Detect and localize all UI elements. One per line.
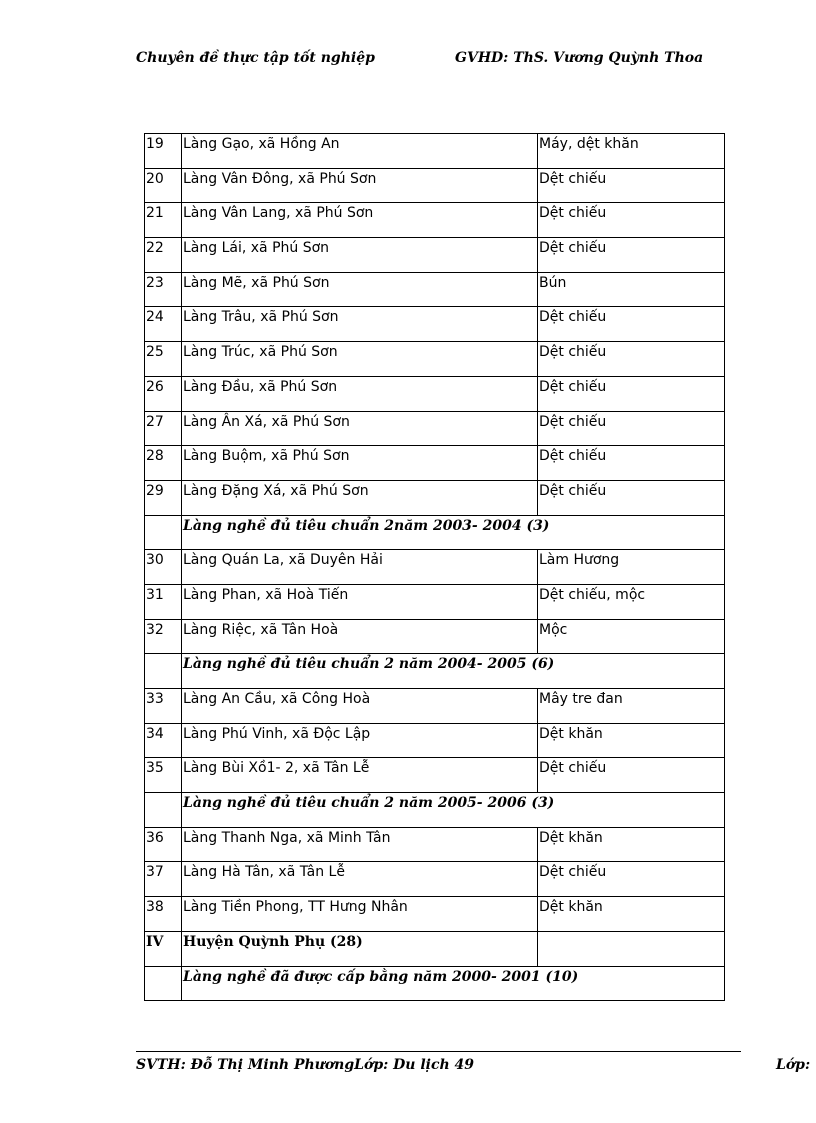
section-row — [145, 793, 725, 828]
cell-name-text: Làng Hà Tân, xã Tân Lễ — [183, 864, 345, 881]
cell-craft — [538, 723, 725, 758]
cell-craft-text: Dệt chiếu — [539, 205, 607, 222]
cell-craft-text: Dệt chiếu — [539, 760, 607, 777]
table-row — [145, 446, 725, 481]
cell-no — [145, 931, 182, 966]
cell-no-text: 28 — [146, 448, 164, 465]
cell-name-text: Làng Bùi Xồ1- 2, xã Tân Lễ — [183, 760, 370, 777]
cell-craft — [538, 238, 725, 273]
cell-no-text: 38 — [146, 899, 164, 916]
cell-no-text: 30 — [146, 552, 164, 569]
cell-craft — [538, 480, 725, 515]
cell-name — [182, 897, 538, 932]
cell-name — [182, 758, 538, 793]
table-row — [145, 411, 725, 446]
cell-no-text: 24 — [146, 309, 164, 326]
cell-name — [182, 446, 538, 481]
cell-name — [182, 307, 538, 342]
cell-craft-text: Dệt chiếu — [539, 413, 607, 430]
cell-name — [182, 480, 538, 515]
cell-name-text: Huyện Quỳnh Phụ (28) — [183, 933, 363, 950]
cell-name-text: Làng Trúc, xã Phú Sơn — [183, 344, 338, 361]
cell-name-text: Làng Buộm, xã Phú Sơn — [183, 448, 350, 465]
cell-no — [145, 515, 182, 550]
table-row — [145, 376, 725, 411]
table-row — [145, 550, 725, 585]
table-row — [145, 480, 725, 515]
cell-no — [145, 689, 182, 724]
cell-no — [145, 723, 182, 758]
cell-name — [182, 411, 538, 446]
cell-no — [145, 550, 182, 585]
cell-no-text: 19 — [146, 136, 164, 152]
cell-no — [145, 897, 182, 932]
cell-name-text: Làng Trâu, xã Phú Sơn — [183, 309, 339, 326]
cell-name — [182, 931, 538, 966]
cell-craft — [538, 689, 725, 724]
cell-no-text: 36 — [146, 829, 164, 846]
footer-rule — [136, 1051, 741, 1052]
cell-craft-text: Dệt chiếu — [539, 482, 607, 499]
cell-name-text: Làng Phan, xã Hoà Tiến — [183, 586, 349, 603]
cell-no-text: IV — [146, 933, 164, 950]
cell-craft — [538, 619, 725, 654]
cell-name — [182, 168, 538, 203]
cell-no-text: 23 — [146, 274, 164, 291]
cell-no-text: 22 — [146, 240, 164, 257]
cell-no-text: 37 — [146, 864, 164, 881]
cell-no-text: 31 — [146, 586, 164, 603]
cell-craft — [538, 272, 725, 307]
cell-name-text: Làng Ân Xá, xã Phú Sơn — [183, 413, 350, 430]
cell-name-text: Làng Lái, xã Phú Sơn — [183, 240, 330, 257]
table-row — [145, 203, 725, 238]
cell-name — [182, 272, 538, 307]
cell-no — [145, 168, 182, 203]
cell-no — [145, 203, 182, 238]
section-row — [145, 966, 725, 1001]
cell-no — [145, 584, 182, 619]
table-row — [145, 758, 725, 793]
cell-no — [145, 134, 182, 169]
header-left: Chuyên đề thực tập tốt nghiệp — [136, 50, 375, 66]
cell-no — [145, 376, 182, 411]
cell-name-text: Làng Vân Đông, xã Phú Sơn — [183, 170, 377, 187]
table-row — [145, 584, 725, 619]
cell-name-text: Làng Thanh Nga, xã Minh Tân — [183, 829, 391, 846]
cell-craft-text: Dệt chiếu — [539, 240, 607, 257]
section-row — [145, 654, 725, 689]
cell-name — [182, 584, 538, 619]
cell-name-text: Làng Tiền Phong, TT Hưng Nhân — [183, 899, 408, 916]
cell-craft-text: Mộc — [539, 621, 568, 638]
cell-no — [145, 307, 182, 342]
section-label — [182, 515, 725, 550]
cell-name — [182, 689, 538, 724]
cell-name — [182, 723, 538, 758]
cell-craft — [538, 862, 725, 897]
cell-no-text: 25 — [146, 344, 164, 361]
cell-craft-text: Dệt chiếu — [539, 170, 607, 187]
cell-no — [145, 619, 182, 654]
cell-no — [145, 827, 182, 862]
cell-craft — [538, 203, 725, 238]
cell-craft — [538, 758, 725, 793]
cell-craft-text: Bún — [539, 274, 567, 291]
cell-craft — [538, 550, 725, 585]
section-label-text: Làng nghề đủ tiêu chuẩn 2 năm 2004- 2005 (6) — [183, 656, 555, 673]
table-row — [145, 862, 725, 897]
cell-no — [145, 480, 182, 515]
district-row — [145, 931, 725, 966]
cell-craft-text: Dệt chiếu — [539, 309, 607, 326]
cell-name-text: Làng Riệc, xã Tân Hoà — [183, 621, 339, 638]
cell-name — [182, 238, 538, 273]
cell-craft — [538, 446, 725, 481]
table-row — [145, 307, 725, 342]
cell-no-text: 32 — [146, 621, 164, 638]
cell-no — [145, 654, 182, 689]
cell-craft-text: Làm Hương — [539, 552, 620, 569]
cell-craft — [538, 134, 725, 169]
table-row — [145, 827, 725, 862]
cell-craft-text: Dệt khăn — [539, 725, 603, 742]
cell-name-text: Làng Đầu, xã Phú Sơn — [183, 378, 338, 395]
table-row — [145, 134, 725, 169]
cell-no — [145, 966, 182, 1001]
cell-no-text: 27 — [146, 413, 164, 430]
cell-no — [145, 862, 182, 897]
section-label-text: Làng nghề đã được cấp bằng năm 2000- 2001 (10) — [183, 968, 579, 985]
cell-craft — [538, 376, 725, 411]
cell-no-text: 20 — [146, 170, 164, 187]
cell-no — [145, 446, 182, 481]
table-row — [145, 272, 725, 307]
table-row — [145, 168, 725, 203]
craft-village-table — [144, 133, 725, 1001]
cell-name — [182, 827, 538, 862]
cell-name-text: Làng An Cầu, xã Công Hoà — [183, 691, 371, 707]
cell-no — [145, 411, 182, 446]
cell-no — [145, 758, 182, 793]
cell-name — [182, 203, 538, 238]
cell-craft — [538, 897, 725, 932]
cell-craft — [538, 584, 725, 619]
cell-no-text: 21 — [146, 205, 164, 222]
cell-name-text: Làng Vân Lang, xã Phú Sơn — [183, 205, 374, 222]
cell-no-text: 26 — [146, 378, 164, 395]
table-row — [145, 689, 725, 724]
cell-no — [145, 238, 182, 273]
cell-name — [182, 376, 538, 411]
cell-name — [182, 862, 538, 897]
cell-craft-text: Dệt chiếu — [539, 448, 607, 465]
cell-name — [182, 619, 538, 654]
cell-craft-text: Dệt chiếu, mộc — [539, 586, 646, 603]
header-right: GVHD: ThS. Vương Quỳnh Thoa — [455, 50, 704, 66]
cell-craft-text — [539, 932, 723, 933]
table-row — [145, 619, 725, 654]
section-label — [182, 793, 725, 828]
cell-craft — [538, 168, 725, 203]
cell-name-text: Làng Quán La, xã Duyên Hải — [183, 552, 383, 569]
cell-name-text: Làng Phú Vinh, xã Độc Lập — [183, 725, 371, 742]
cell-craft-text: Dệt chiếu — [539, 864, 607, 881]
cell-name — [182, 342, 538, 377]
cell-no-text: 34 — [146, 725, 164, 742]
section-row — [145, 515, 725, 550]
cell-no — [145, 342, 182, 377]
section-label — [182, 654, 725, 689]
cell-no — [145, 793, 182, 828]
cell-craft-text: Máy, dệt khăn — [539, 136, 639, 152]
cell-no-text: 35 — [146, 760, 164, 777]
cell-craft-text: Dệt chiếu — [539, 378, 607, 395]
table-row — [145, 238, 725, 273]
cell-craft — [538, 931, 725, 966]
cell-craft-text: Dệt khăn — [539, 899, 603, 916]
footer-right: Lớp: — [776, 1057, 811, 1073]
cell-craft-text: Dệt khăn — [539, 829, 603, 846]
cell-craft-text: Dệt chiếu — [539, 344, 607, 361]
cell-no — [145, 272, 182, 307]
cell-craft — [538, 307, 725, 342]
cell-name-text: Làng Mẽ, xã Phú Sơn — [183, 274, 330, 291]
section-label-text: Làng nghề đủ tiêu chuẩn 2 năm 2005- 2006 (3) — [183, 795, 555, 812]
cell-name-text: Làng Đặng Xá, xã Phú Sơn — [183, 482, 369, 499]
cell-craft — [538, 827, 725, 862]
section-label — [182, 966, 725, 1001]
cell-craft-text: Mây tre đan — [539, 691, 623, 707]
table-row — [145, 342, 725, 377]
cell-name — [182, 134, 538, 169]
section-label-text: Làng nghề đủ tiêu chuẩn 2năm 2003- 2004 (3) — [183, 517, 550, 534]
table-row — [145, 897, 725, 932]
cell-no-text: 33 — [146, 691, 164, 707]
table-row — [145, 723, 725, 758]
cell-craft — [538, 342, 725, 377]
cell-name — [182, 550, 538, 585]
footer-left: SVTH: Đỗ Thị Minh PhươngLớp: Du lịch 49 — [136, 1057, 475, 1073]
cell-name-text: Làng Gạo, xã Hồng An — [183, 136, 340, 152]
cell-craft — [538, 411, 725, 446]
cell-no-text: 29 — [146, 482, 164, 499]
